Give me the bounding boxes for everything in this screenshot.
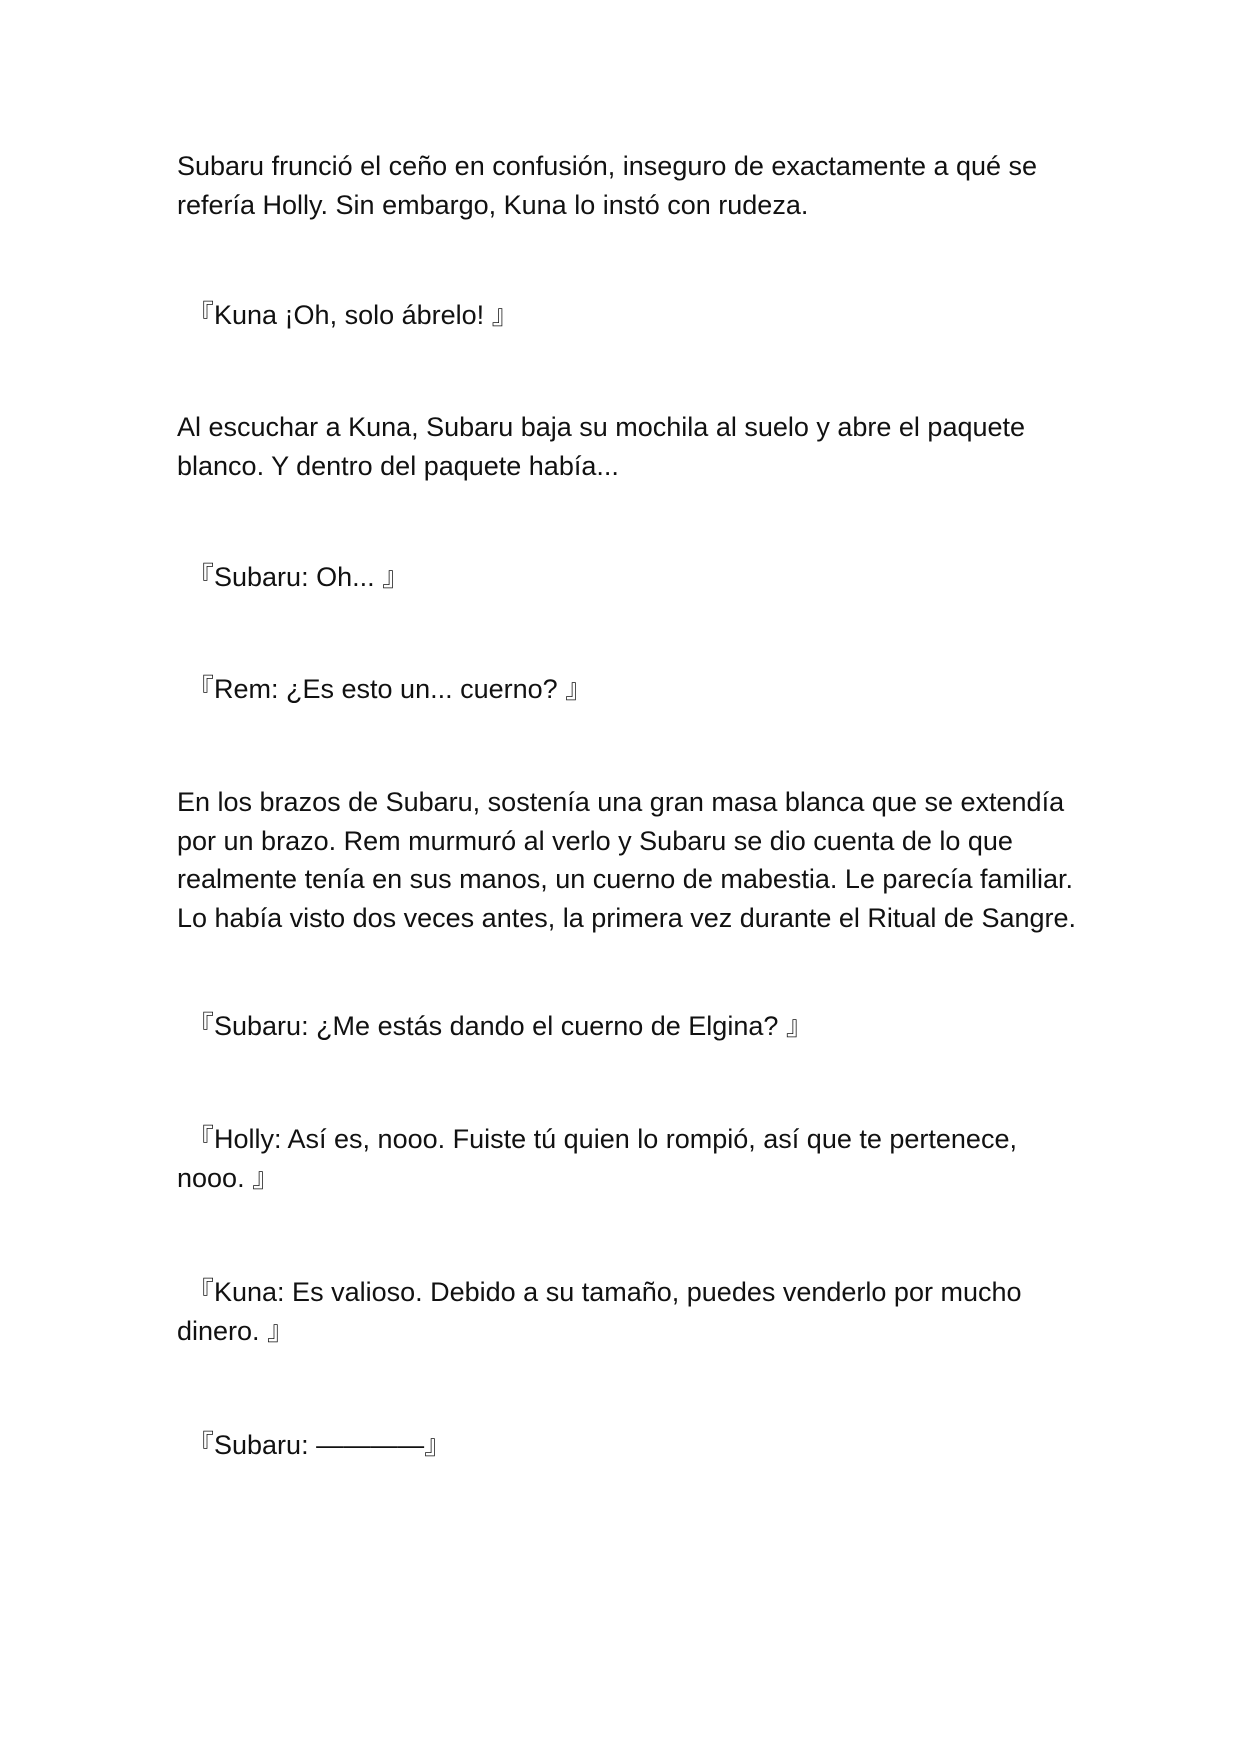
paragraph-1: [177, 147, 1077, 224]
dialogue-subaru-2: [187, 1007, 1087, 1046]
dialogue-line: 『Rem: ¿Es esto un... cuerno? 』: [187, 674, 593, 704]
dialogue-subaru-1: [187, 558, 1087, 597]
dialogue-rem-1: [187, 670, 1087, 709]
text-line: Subaru frunció el ceño en confusión, inseguro de exactamente a qué se: [177, 151, 1038, 181]
dialogue-line: dinero. 』: [177, 1315, 295, 1346]
dialogue-line: 『Subaru: ————』: [187, 1430, 452, 1460]
dialogue-line: 『Kuna: Es valioso. Debido a su tamaño, puedes venderlo por mucho: [187, 1277, 1022, 1307]
paragraph-3: [177, 783, 1077, 937]
dialogue-line: 『Holly: Así es, nooo. Fuiste tú quien lo rompió, así que te pertenece,: [187, 1124, 1017, 1154]
text-line: Al escuchar a Kuna, Subaru baja su mochila al suelo y abre el paquete: [177, 412, 1026, 442]
dialogue-holly-1: [177, 1120, 1087, 1197]
dialogue-subaru-3: [187, 1426, 1087, 1465]
text-line: Lo había visto dos veces antes, la primera vez durante el Ritual de Sangre.: [177, 902, 1077, 933]
text-line: refería Holly. Sin embargo, Kuna lo instó con rudeza.: [177, 189, 809, 220]
text-line: realmente tenía en sus manos, un cuerno de mabestia. Le parecía familiar.: [177, 864, 1074, 894]
dialogue-kuna-1: [187, 296, 1087, 335]
dialogue-line: 『Subaru: Oh... 』: [187, 562, 410, 592]
paragraph-2: [177, 408, 1077, 485]
dialogue-line: 『Subaru: ¿Me estás dando el cuerno de Elgina? 』: [187, 1011, 813, 1041]
dialogue-line: 『Kuna ¡Oh, solo ábrelo! 』: [187, 300, 519, 330]
dialogue-kuna-2: [177, 1273, 1087, 1350]
dialogue-line: nooo. 』: [177, 1162, 280, 1193]
text-line: blanco. Y dentro del paquete había...: [177, 450, 619, 481]
text-line: En los brazos de Subaru, sostenía una gran masa blanca que se extendía: [177, 787, 1065, 817]
text-line: por un brazo. Rem murmuró al verlo y Subaru se dio cuenta de lo que: [177, 825, 1013, 856]
